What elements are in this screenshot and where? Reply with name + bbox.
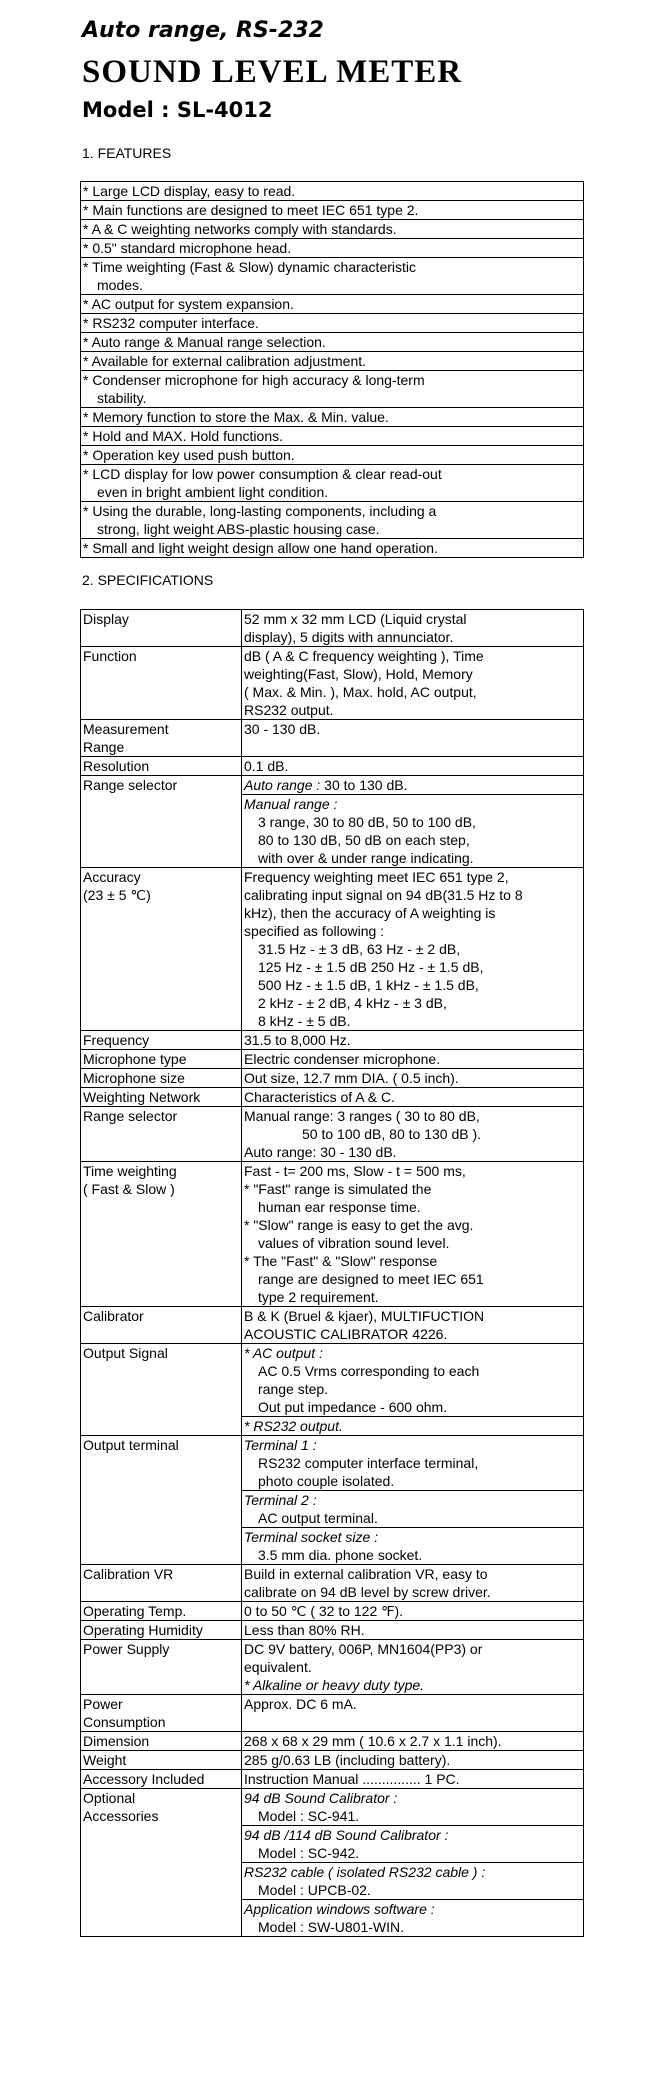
spec-value: Approx. DC 6 mA.	[242, 1695, 584, 1732]
feature-text: * Condenser microphone for high accuracy & long-term	[83, 372, 425, 388]
feature-row	[81, 446, 584, 465]
feature-row	[81, 352, 584, 371]
spec-row-range-selector-2	[81, 1107, 584, 1162]
spec-value: 94 dB /114 dB Sound Calibrator : Model : SC-942.	[242, 1826, 584, 1863]
feature-item	[81, 427, 584, 446]
spec-label: Time weighting ( Fast & Slow )	[81, 1162, 242, 1307]
feature-row	[81, 220, 584, 239]
spec-row-microphone-type	[81, 1050, 584, 1069]
spec-label: Range selector	[81, 1107, 242, 1162]
spec-row-power-supply	[81, 1640, 584, 1695]
spec-row-range-selector	[81, 776, 584, 795]
spec-label: Microphone type	[81, 1050, 242, 1069]
feature-row	[81, 333, 584, 352]
feature-row	[81, 408, 584, 427]
spec-value: 30 - 130 dB.	[242, 720, 584, 757]
feature-text: * Time weighting (Fast & Slow) dynamic characteristic	[83, 259, 416, 275]
feature-text: * Memory function to store the Max. & Min. value.	[83, 409, 389, 425]
spec-row-operating-humidity	[81, 1621, 584, 1640]
spec-value: DC 9V battery, 006P, MN1604(PP3) or equivalent. * Alkaline or heavy duty type.	[242, 1640, 584, 1695]
spec-row-calibration-vr	[81, 1565, 584, 1602]
subtitle: Auto range, RS-232	[82, 18, 324, 43]
spec-value: B & K (Bruel & kjaer), MULTIFUCTION ACOUSTIC CALIBRATOR 4226.	[242, 1307, 584, 1344]
feature-item	[81, 295, 584, 314]
feature-item	[81, 408, 584, 427]
feature-item	[81, 446, 584, 465]
feature-text: * LCD display for low power consumption & clear read-out	[83, 466, 442, 482]
spec-row-operating-temp	[81, 1602, 584, 1621]
feature-text: * Hold and MAX. Hold functions.	[83, 428, 283, 444]
feature-text: * A & C weighting networks comply with standards.	[83, 221, 397, 237]
feature-item	[81, 465, 584, 502]
spec-label: Microphone size	[81, 1069, 242, 1088]
feature-item	[81, 201, 584, 220]
feature-text: * Auto range & Manual range selection.	[83, 334, 326, 350]
feature-text: * AC output for system expansion.	[83, 296, 294, 312]
feature-text: modes.	[97, 277, 143, 293]
document-title: SOUND LEVEL METER	[82, 54, 463, 90]
spec-row-measurement	[81, 720, 584, 757]
feature-text: * Small and light weight design allow one hand operation.	[83, 540, 438, 556]
spec-value: 268 x 68 x 29 mm ( 10.6 x 2.7 x 1.1 inch).	[242, 1732, 584, 1751]
features-heading: 1. FEATURES	[82, 145, 172, 161]
feature-item	[81, 239, 584, 258]
feature-row	[81, 295, 584, 314]
spec-row-accuracy	[81, 868, 584, 1031]
spec-label: Accessory Included	[81, 1770, 242, 1789]
feature-text: * Available for external calibration adjustment.	[83, 353, 367, 369]
feature-row	[81, 427, 584, 446]
spec-label: Power Supply	[81, 1640, 242, 1695]
feature-text: stability.	[97, 390, 147, 406]
feature-text: even in bright ambient light condition.	[97, 484, 329, 500]
feature-row	[81, 314, 584, 333]
spec-label: Calibrator	[81, 1307, 242, 1344]
spec-value: Terminal 2 : AC output terminal.	[242, 1491, 584, 1528]
spec-label: Operating Temp.	[81, 1602, 242, 1621]
spec-row-weighting-network	[81, 1088, 584, 1107]
spec-row-calibrator	[81, 1307, 584, 1344]
spec-value: Build in external calibration VR, easy to calibrate on 94 dB level by screw driver.	[242, 1565, 584, 1602]
feature-row	[81, 182, 584, 201]
spec-label: Calibration VR	[81, 1565, 242, 1602]
spec-row-output-terminal	[81, 1436, 584, 1491]
spec-value: 285 g/0.63 LB (including battery).	[242, 1751, 584, 1770]
feature-item	[81, 502, 584, 539]
spec-value: * RS232 output.	[242, 1417, 584, 1436]
spec-label: Power Consumption	[81, 1695, 242, 1732]
spec-value: Application windows software : Model : SW-U801-WIN.	[242, 1900, 584, 1937]
spec-row-time-weighting	[81, 1162, 584, 1307]
spec-label: Measurement Range	[81, 720, 242, 757]
features-table	[80, 181, 584, 558]
spec-value: Fast - t= 200 ms, Slow - t = 500 ms, * "Fast" range is simulated the human ear response time. * "Slow" range is easy to get the avg. values of vibration sound level. * The "Fast" & "Slow" response range are designed to meet IEC 651 type 2 requirement.	[242, 1162, 584, 1307]
spec-value: Characteristics of A & C.	[242, 1088, 584, 1107]
spec-label: Weighting Network	[81, 1088, 242, 1107]
spec-row-optional-accessories	[81, 1789, 584, 1826]
spec-row-resolution	[81, 757, 584, 776]
feature-item	[81, 220, 584, 239]
feature-item	[81, 314, 584, 333]
feature-row	[81, 539, 584, 558]
spec-value: Manual range : 3 range, 30 to 80 dB, 50 to 100 dB, 80 to 130 dB, 50 dB on each step, with over & under range indicating.	[242, 795, 584, 868]
spec-row-frequency	[81, 1031, 584, 1050]
model-number: Model : SL-4012	[82, 98, 273, 122]
feature-item	[81, 539, 584, 558]
feature-item	[81, 258, 584, 295]
spec-value: * AC output : AC 0.5 Vrms corresponding to each range step. Out put impedance - 600 ohm.	[242, 1344, 584, 1417]
feature-text: * Large LCD display, easy to read.	[83, 183, 296, 199]
spec-value: 52 mm x 32 mm LCD (Liquid crystal display), 5 digits with annunciator.	[242, 610, 584, 647]
spec-value: dB ( A & C frequency weighting ), Time weighting(Fast, Slow), Hold, Memory ( Max. & Min. ), Max. hold, AC output, RS232 output.	[242, 647, 584, 720]
spec-value: 31.5 to 8,000 Hz.	[242, 1031, 584, 1050]
spec-value: Terminal socket size : 3.5 mm dia. phone socket.	[242, 1528, 584, 1565]
spec-label: Display	[81, 610, 242, 647]
feature-text: * Main functions are designed to meet IEC 651 type 2.	[83, 202, 419, 218]
feature-text: * Operation key used push button.	[83, 447, 295, 463]
spec-row-accessory-included	[81, 1770, 584, 1789]
spec-label: Weight	[81, 1751, 242, 1770]
feature-row	[81, 502, 584, 539]
spec-label: Accuracy (23 ± 5 ℃)	[81, 868, 242, 1031]
spec-row-power-consumption	[81, 1695, 584, 1732]
feature-row	[81, 239, 584, 258]
feature-item	[81, 371, 584, 408]
spec-value: Instruction Manual ............... 1 PC.	[242, 1770, 584, 1789]
spec-label: Range selector	[81, 776, 242, 868]
spec-value: Electric condenser microphone.	[242, 1050, 584, 1069]
feature-text: * 0.5" standard microphone head.	[83, 240, 292, 256]
feature-text: * RS232 computer interface.	[83, 315, 259, 331]
feature-text: * Using the durable, long-lasting components, including a	[83, 503, 437, 519]
spec-value: Frequency weighting meet IEC 651 type 2, calibrating input signal on 94 dB(31.5 Hz to 8 kHz), then the accuracy of A weighting is specified as following : 31.5 Hz - ± 3 dB, 63 Hz - ± 2 dB, 125 Hz - ± 1.5 dB 250 Hz - ± 1.5 dB, 500 Hz - ± 1.5 dB, 1 kHz - ± 1.5 dB, 2 kHz - ± 2 dB, 4 kHz - ± 3 dB, 8 kHz - ± 5 dB.	[242, 868, 584, 1031]
spec-value: Less than 80% RH.	[242, 1621, 584, 1640]
spec-label: Resolution	[81, 757, 242, 776]
spec-row-weight	[81, 1751, 584, 1770]
feature-item	[81, 333, 584, 352]
feature-item	[81, 352, 584, 371]
spec-row-microphone-size	[81, 1069, 584, 1088]
feature-text: strong, light weight ABS-plastic housing case.	[97, 521, 380, 537]
spec-label: Output Signal	[81, 1344, 242, 1436]
specifications-heading: 2. SPECIFICATIONS	[82, 572, 214, 588]
spec-row-dimension	[81, 1732, 584, 1751]
spec-value: 94 dB Sound Calibrator : Model : SC-941.	[242, 1789, 584, 1826]
spec-label: Frequency	[81, 1031, 242, 1050]
spec-value: 0.1 dB.	[242, 757, 584, 776]
spec-value: 0 to 50 ℃ ( 32 to 122 ℉).	[242, 1602, 584, 1621]
feature-row	[81, 371, 584, 408]
spec-label: Output terminal	[81, 1436, 242, 1565]
spec-value: Terminal 1 : RS232 computer interface terminal, photo couple isolated.	[242, 1436, 584, 1491]
spec-value: Out size, 12.7 mm DIA. ( 0.5 inch).	[242, 1069, 584, 1088]
spec-row-function	[81, 647, 584, 720]
spec-value: Manual range: 3 ranges ( 30 to 80 dB, 50 to 100 dB, 80 to 130 dB ). Auto range: 30 - 130 dB.	[242, 1107, 584, 1162]
spec-row-output-signal	[81, 1344, 584, 1417]
spec-label: Optional Accessories	[81, 1789, 242, 1937]
spec-row-display	[81, 610, 584, 647]
spec-label: Dimension	[81, 1732, 242, 1751]
spec-value: Auto range : 30 to 130 dB.	[242, 776, 584, 795]
feature-row	[81, 465, 584, 502]
spec-label: Function	[81, 647, 242, 720]
feature-item	[81, 182, 584, 201]
spec-value: RS232 cable ( isolated RS232 cable ) : Model : UPCB-02.	[242, 1863, 584, 1900]
spec-label: Operating Humidity	[81, 1621, 242, 1640]
feature-row	[81, 201, 584, 220]
specifications-table	[80, 609, 584, 1937]
feature-row	[81, 258, 584, 295]
